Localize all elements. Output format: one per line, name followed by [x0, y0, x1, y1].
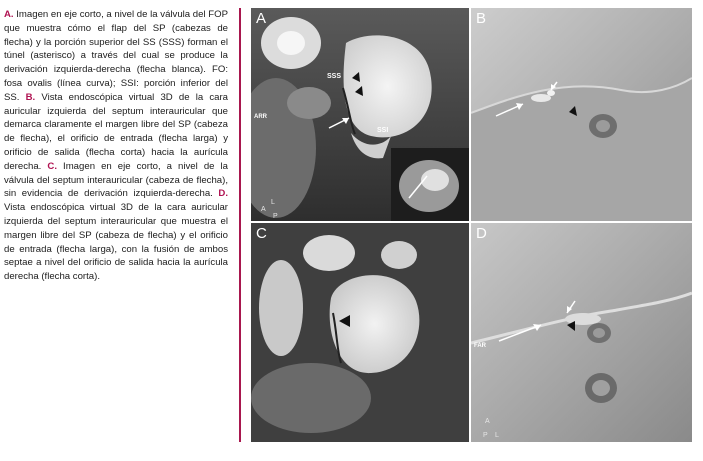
orientation-d-a: A [485, 418, 490, 425]
panel-label-d: D [476, 225, 487, 242]
panel-label-a: A [256, 10, 267, 27]
caption-text-a: Imagen en eje corto, a nivel de la válvula del FOP que muestra cómo el flap del SP (cabezas de flecha) y la porción superior del SS (SSS) forman el túnel (asterisco) a través del cual se produce la derivación izquierda-derecha (flecha blanca). FO: fosa ovalis (línea curva); SSI: porción inferior del SS. [4, 9, 228, 103]
panel-d-graphic [471, 223, 692, 442]
orientation-a-a: A [261, 206, 266, 213]
label-ssi: SSI [377, 127, 389, 134]
orientation-d-l: L [495, 432, 499, 439]
panel-c-ct-image [251, 223, 469, 442]
figure-caption [4, 8, 228, 284]
panel-a-graphic [251, 8, 469, 221]
panel-c-graphic [251, 223, 469, 442]
caption-text-b: Vista endoscópica virtual 3D de la cara auricular izquierda del septum interauricular que demarca claramente el margen libre del SP (cabeza de flecha), el orificio de entrada (flecha larga) y orificio de salida (flecha corta) hacia la aurícula derecha. [4, 91, 228, 172]
panel-b-endoscopic-image [471, 8, 692, 221]
panel-label-c: C [256, 225, 267, 242]
caption-key-d: D. [218, 188, 228, 200]
panel-d-endoscopic-image [471, 223, 692, 442]
panel-label-b: B [476, 10, 487, 27]
panel-a-ct-image [251, 8, 469, 221]
caption-text-d: Vista endoscópica virtual 3D de la cara auricular izquierda del septum interauricular que muestra el margen libre del SP (cabeza de flecha) y el orificio de entrada (flecha larga), con la fusión de ambos septae a nivel del orificio de salida hacia la aurícula derecha (flecha corta). [4, 202, 228, 283]
caption-key-a: A. [4, 9, 14, 20]
orientation-d-p: P [483, 432, 488, 439]
figure-grid [251, 8, 692, 442]
caption-divider [239, 8, 241, 442]
caption-key-c: C. [47, 160, 57, 172]
label-side-d: FAR [474, 343, 486, 349]
orientation-a-l: L [271, 199, 275, 206]
caption-key-b: B. [25, 91, 36, 103]
caption-text-c: Imagen en eje corto, a nivel de la válvula del septum interauricular (cabeza de flecha), sin evidencia de derivación izquierda-derecha. [4, 160, 228, 200]
label-side-a: ARR [254, 114, 267, 120]
label-sss: SSS [327, 73, 342, 80]
orientation-a-p: P [273, 213, 278, 220]
panel-b-graphic [471, 8, 692, 221]
